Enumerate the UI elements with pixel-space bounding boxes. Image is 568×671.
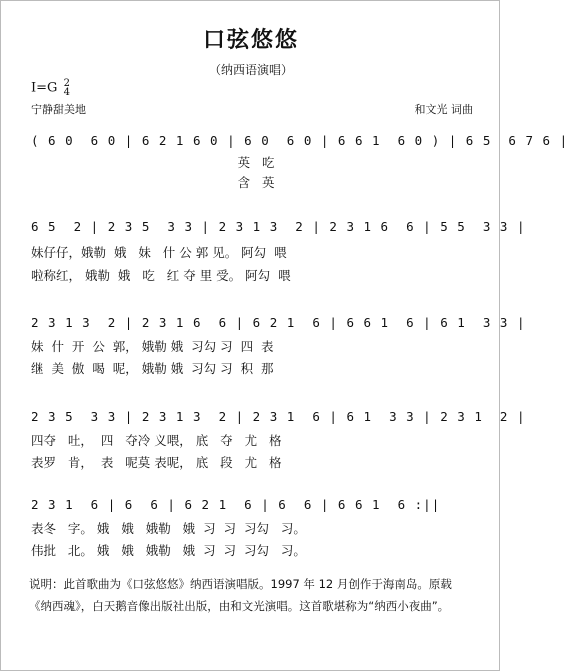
lyrics-verse-1: 妹仔仔，娥勒 娥 妹 什 公 郭 见。 阿勾 喂 (31, 245, 287, 260)
lyrics-verse-2: 含 英 (31, 175, 275, 190)
time-denominator: 4 (63, 87, 70, 98)
notes-line: 6 5 2 | 2 3 5 3 3 | 2 3 1 3 2 | 2 3 1 6 6 | 5 5 3 3 | (31, 219, 526, 234)
tempo-marking: 宁静甜美地 (31, 103, 86, 116)
notes-line: 2 3 1 6 | 6 6 | 6 2 1 6 | 6 6 | 6 6 1 6 :|| (31, 497, 441, 512)
time-numerator: 2 (63, 78, 70, 89)
song-title: 口弦悠悠 (202, 27, 299, 53)
composer-credit: 和文光 词曲 (414, 103, 473, 116)
lyrics-verse-2: 表罗 肯， 表 呢莫 表呢， 底 段 尤 格 (31, 455, 282, 470)
notes-line: 2 3 1 3 2 | 2 3 1 6 6 | 6 2 1 6 | 6 6 1 6 | 6 1 3 3 | (31, 315, 526, 330)
music-system-5 (31, 489, 471, 559)
key-text: I=G (31, 80, 58, 96)
music-system-2 (31, 211, 526, 283)
lyrics-verse-1: 妹 什 开 公 郭， 娥勒 娥 习勾 习 四 表 (31, 339, 274, 354)
lyrics-verse-1: 英 吃 (31, 155, 275, 170)
explanatory-note: 说明：此首歌曲为《口弦悠悠》纳西语演唱版。1997 年 12 月创作于海南岛。原载《纳西魂》，白天鹅音像出版社出版，由和文光演唱。这首歌堪称为“纳西小夜曲”。 (29, 577, 452, 613)
time-signature (64, 79, 70, 97)
notes-line: ( 6 0 6 0 | 6 2 1 6 0 | 6 0 6 0 | 6 6 1 6 0 ) | 6 5 6 7 6 | (31, 133, 568, 148)
music-system-4 (31, 401, 526, 471)
lyrics-verse-2: 继 美 傲 喝 呢， 娥勒 娥 习勾 习 积 那 (31, 361, 274, 376)
music-system-1 (31, 127, 568, 190)
notes-line: 2 3 5 3 3 | 2 3 1 3 2 | 2 3 1 6 | 6 1 3 3 | 2 3 1 2 | (31, 409, 526, 424)
lyrics-verse-2: 伟批 北。 娥 娥 娥勒 娥 习 习 习勾 习。 (31, 543, 306, 558)
music-system-3 (31, 307, 526, 377)
lyrics-verse-1: 表冬 字。 娥 娥 娥勒 娥 习 习 习勾 习。 (31, 521, 306, 536)
lyrics-verse-2: 啦称红， 娥勒 娥 吃 红 夺 里 受。 阿勾 喂 (31, 268, 291, 283)
song-subtitle: （纳西语演唱） (208, 63, 293, 77)
lyrics-verse-1: 四夺 吐， 四 夺冷 义喂， 底 夺 尤 格 (31, 433, 282, 448)
key-signature (31, 79, 70, 97)
